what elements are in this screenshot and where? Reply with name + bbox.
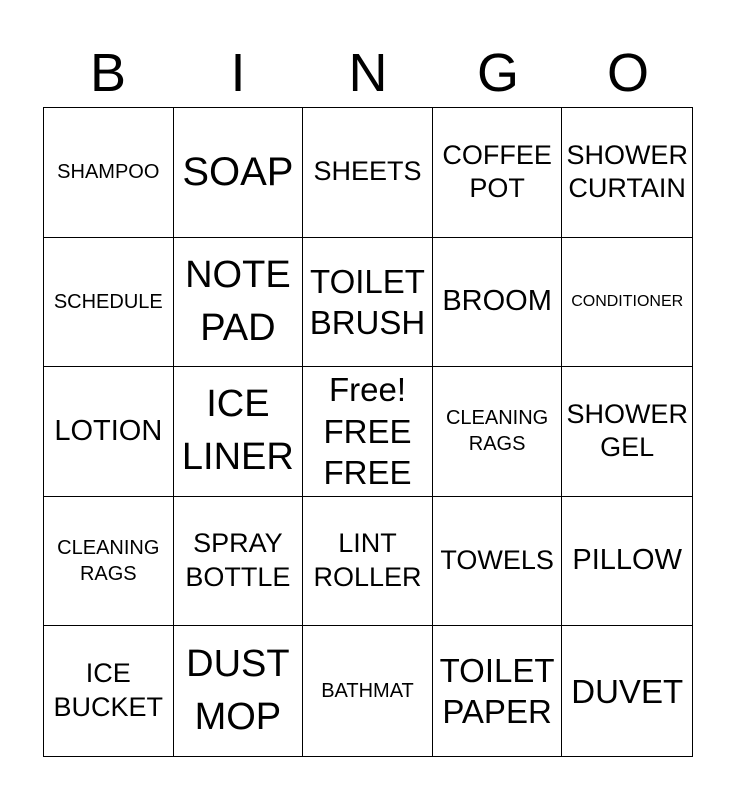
cell-text: SHEETS [313,156,422,187]
cell-text: DUST MOP [186,643,290,739]
cell-text: TOWELS [440,545,554,576]
free-space-cell[interactable] [303,367,433,497]
cell-text: SOAP [182,149,294,194]
cell-text: NOTE PAD [185,253,291,349]
cell-text: DUVET [571,672,684,710]
cell-text: SHOWER GEL [566,398,688,463]
bingo-cell[interactable] [562,108,692,238]
bingo-cell[interactable] [174,238,304,368]
cell-text: BROOM [442,285,552,318]
bingo-cell[interactable] [562,238,692,368]
bingo-cell[interactable] [433,626,563,756]
bingo-cell[interactable] [174,108,304,238]
bingo-cell[interactable] [174,626,304,756]
bingo-cell[interactable] [44,367,174,497]
bingo-header [43,40,693,106]
bingo-cell[interactable] [433,108,563,238]
bingo-cell[interactable] [44,497,174,627]
bingo-cell[interactable] [303,108,433,238]
cell-text: TOILET PAPER [439,651,555,731]
bingo-cell[interactable] [303,626,433,756]
header-letter-b: B [89,43,127,103]
cell-text: TOILET BRUSH [309,262,426,341]
cell-text: SHAMPOO [57,161,160,184]
cell-text: PILLOW [572,544,682,577]
cell-text: BATHMAT [321,680,414,703]
bingo-cell[interactable] [562,626,692,756]
bingo-cell[interactable] [174,367,304,497]
bingo-cell[interactable] [44,626,174,756]
bingo-cell[interactable] [433,367,563,497]
cell-text: CLEANING RAGS [57,537,160,586]
cell-text: COFFEE POT [442,139,552,204]
cell-text: CONDITIONER [571,293,684,311]
bingo-cell[interactable] [562,497,692,627]
header-letter-i: I [230,43,246,103]
cell-text: ICE LINER [181,383,294,479]
cell-text: CLEANING RAGS [445,407,549,456]
header-letter-g: G [476,43,519,103]
bingo-cell[interactable] [303,238,433,368]
bingo-cell[interactable] [44,238,174,368]
bingo-cell[interactable] [174,497,304,627]
header-letter-o: O [606,43,649,103]
bingo-cell[interactable] [562,367,692,497]
cell-text: SHOWER CURTAIN [566,139,688,204]
free-space-text: Free! FREE FREE [323,370,412,492]
cell-text: SCHEDULE [53,290,163,313]
cell-text: LOTION [54,414,163,447]
cell-text: LINT ROLLER [313,528,422,593]
cell-text: ICE BUCKET [53,658,164,723]
bingo-board [43,107,693,757]
bingo-cell[interactable] [433,238,563,368]
bingo-cell[interactable] [303,497,433,627]
bingo-cell[interactable] [433,497,563,627]
bingo-cell[interactable] [44,108,174,238]
cell-text: SPRAY BOTTLE [185,528,291,593]
header-letter-n: N [348,43,388,103]
